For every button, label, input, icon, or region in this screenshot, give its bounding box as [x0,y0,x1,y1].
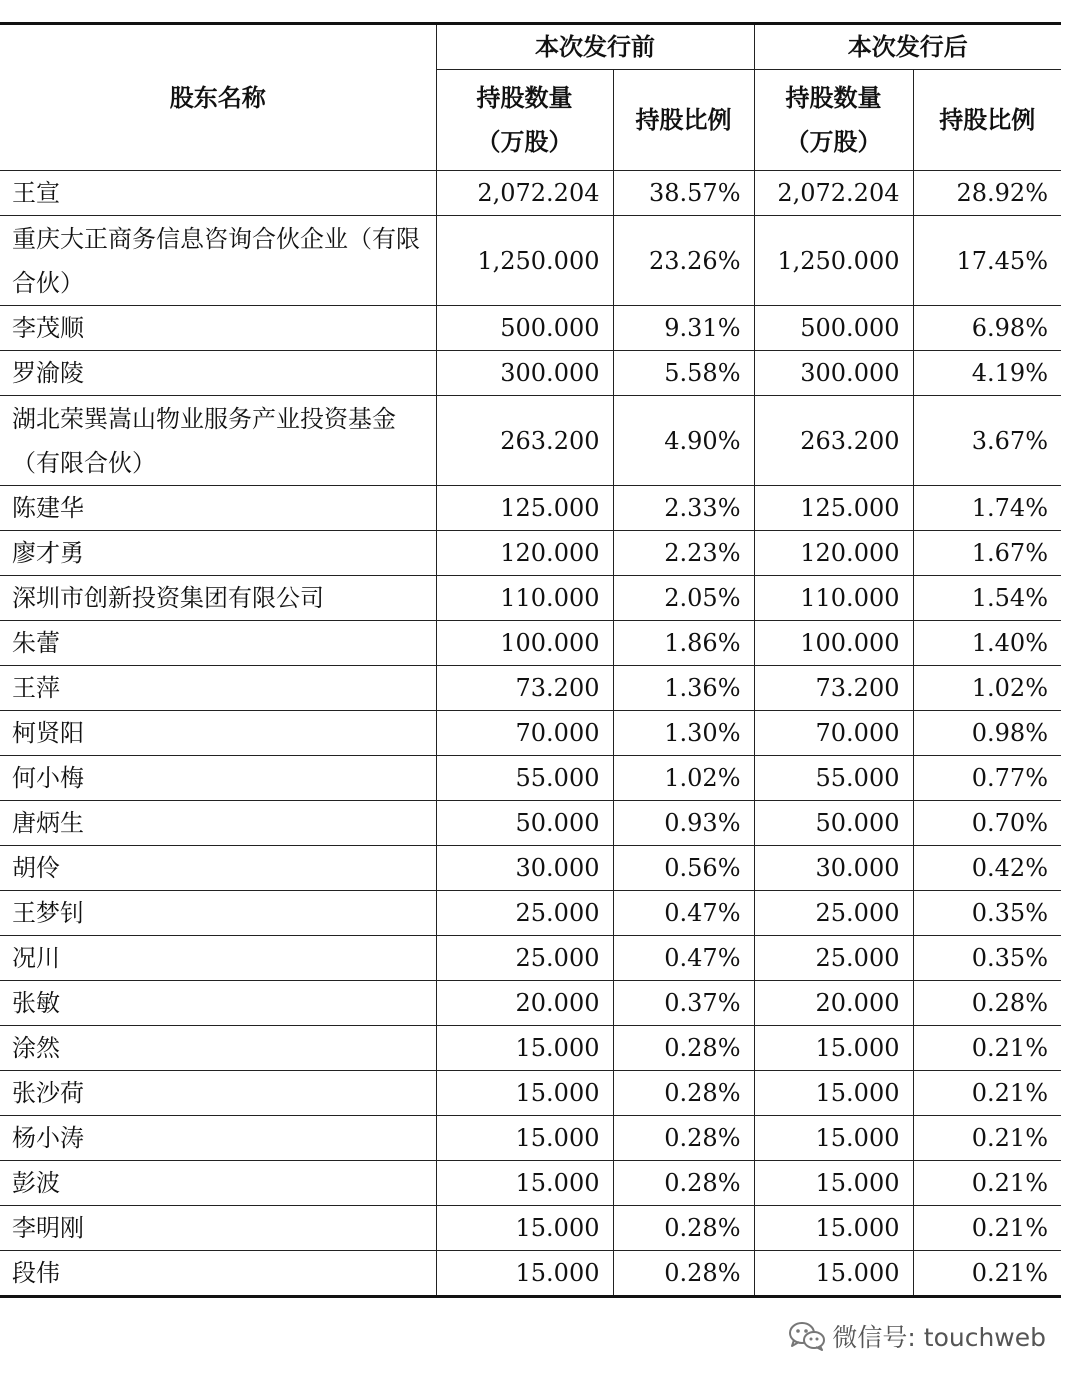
table-row [0,171,1061,216]
before-shares-cell: 263.200 [436,396,613,486]
after-ratio-cell: 0.35% [913,936,1061,981]
table-row [0,936,1061,981]
before-shares-cell: 120.000 [436,531,613,576]
table-row [0,351,1061,396]
shareholder-name-cell: 段伟 [0,1251,436,1297]
before-ratio-cell: 0.56% [613,846,754,891]
after-shares-cell: 15.000 [754,1071,913,1116]
shareholder-name-cell: 柯贤阳 [0,711,436,756]
shareholder-name-cell: 陈建华 [0,486,436,531]
table-row [0,486,1061,531]
before-ratio-cell: 0.28% [613,1206,754,1251]
before-ratio-cell: 2.33% [613,486,754,531]
shareholder-name-cell: 唐炳生 [0,801,436,846]
after-ratio-cell: 6.98% [913,306,1061,351]
after-ratio-cell: 0.28% [913,981,1061,1026]
after-shares-cell: 15.000 [754,1206,913,1251]
before-ratio-cell: 0.28% [613,1161,754,1206]
shareholder-name-cell: 况川 [0,936,436,981]
before-ratio-cell: 2.23% [613,531,754,576]
after-ratio-cell: 17.45% [913,216,1061,306]
before-shares-cell: 15.000 [436,1161,613,1206]
after-shares-cell: 120.000 [754,531,913,576]
shareholder-name-cell: 彭波 [0,1161,436,1206]
shareholder-name-cell: 廖才勇 [0,531,436,576]
shareholding-table [0,22,1061,1298]
after-ratio-cell: 3.67% [913,396,1061,486]
before-ratio-cell: 2.05% [613,576,754,621]
before-ratio-cell: 1.36% [613,666,754,711]
before-shares-cell: 73.200 [436,666,613,711]
table-row [0,531,1061,576]
before-ratio-cell: 0.28% [613,1116,754,1161]
after-shares-cell: 15.000 [754,1251,913,1297]
header-after-ratio: 持股比例 [913,70,1061,171]
table-row [0,621,1061,666]
before-ratio-cell: 0.28% [613,1071,754,1116]
shareholder-name-cell: 张敏 [0,981,436,1026]
before-ratio-cell: 1.30% [613,711,754,756]
before-ratio-cell: 0.28% [613,1026,754,1071]
shareholder-name-cell: 深圳市创新投资集团有限公司 [0,576,436,621]
shareholder-name-cell: 朱蕾 [0,621,436,666]
table-row [0,981,1061,1026]
after-ratio-cell: 0.21% [913,1251,1061,1297]
before-shares-cell: 15.000 [436,1251,613,1297]
shareholder-name-cell: 杨小涛 [0,1116,436,1161]
header-before-shares [436,70,613,171]
table-row [0,756,1061,801]
header-after-issuance: 本次发行后 [754,24,1061,70]
shareholder-name-cell: 涂然 [0,1026,436,1071]
before-shares-cell: 110.000 [436,576,613,621]
before-shares-cell: 300.000 [436,351,613,396]
before-ratio-cell: 0.37% [613,981,754,1026]
after-shares-cell: 50.000 [754,801,913,846]
after-shares-cell: 30.000 [754,846,913,891]
table-row [0,666,1061,711]
after-ratio-cell: 1.54% [913,576,1061,621]
after-ratio-cell: 0.21% [913,1071,1061,1116]
table-row [0,1206,1061,1251]
after-ratio-cell: 0.35% [913,891,1061,936]
before-shares-cell: 50.000 [436,801,613,846]
shareholder-name-cell: 李茂顺 [0,306,436,351]
after-ratio-cell: 0.42% [913,846,1061,891]
after-shares-cell: 20.000 [754,981,913,1026]
before-shares-cell: 55.000 [436,756,613,801]
header-before-issuance: 本次发行前 [436,24,754,70]
table-row [0,891,1061,936]
before-ratio-cell: 0.93% [613,801,754,846]
before-ratio-cell: 1.86% [613,621,754,666]
before-shares-cell: 25.000 [436,891,613,936]
after-ratio-cell: 1.02% [913,666,1061,711]
after-shares-cell: 15.000 [754,1161,913,1206]
before-ratio-cell: 23.26% [613,216,754,306]
table-row [0,396,1061,486]
wechat-watermark [788,1318,1046,1354]
after-shares-cell: 100.000 [754,621,913,666]
table-row [0,846,1061,891]
before-ratio-cell: 0.47% [613,936,754,981]
after-shares-cell: 25.000 [754,936,913,981]
before-shares-cell: 15.000 [436,1071,613,1116]
after-shares-cell: 70.000 [754,711,913,756]
after-ratio-cell: 0.21% [913,1116,1061,1161]
shareholder-name-cell: 王宣 [0,171,436,216]
before-ratio-cell: 0.28% [613,1251,754,1297]
before-ratio-cell: 38.57% [613,171,754,216]
table-row [0,576,1061,621]
header-after-shares [754,70,913,171]
before-shares-cell: 30.000 [436,846,613,891]
after-ratio-cell: 0.70% [913,801,1061,846]
after-ratio-cell: 1.67% [913,531,1061,576]
header-shares-label: 持股数量 [785,83,882,112]
after-ratio-cell: 0.21% [913,1206,1061,1251]
after-shares-cell: 15.000 [754,1116,913,1161]
after-shares-cell: 263.200 [754,396,913,486]
after-shares-cell: 25.000 [754,891,913,936]
table-row [0,801,1061,846]
before-ratio-cell: 5.58% [613,351,754,396]
header-shares-unit: （万股） [785,127,882,156]
shareholder-name-cell: 湖北荣巽嵩山物业服务产业投资基金（有限合伙） [0,396,436,486]
after-ratio-cell: 0.98% [913,711,1061,756]
before-ratio-cell: 0.47% [613,891,754,936]
before-shares-cell: 25.000 [436,936,613,981]
table-row [0,1116,1061,1161]
before-shares-cell: 15.000 [436,1206,613,1251]
after-ratio-cell: 1.74% [913,486,1061,531]
shareholder-name-cell: 王梦钊 [0,891,436,936]
before-shares-cell: 15.000 [436,1026,613,1071]
table-row [0,216,1061,306]
after-shares-cell: 73.200 [754,666,913,711]
before-shares-cell: 15.000 [436,1116,613,1161]
shareholder-name-cell: 胡伶 [0,846,436,891]
before-shares-cell: 2,072.204 [436,171,613,216]
wechat-icon [788,1321,826,1351]
header-shareholder-name: 股东名称 [0,24,436,171]
after-shares-cell: 125.000 [754,486,913,531]
after-shares-cell: 500.000 [754,306,913,351]
table-row [0,711,1061,756]
before-shares-cell: 125.000 [436,486,613,531]
after-ratio-cell: 28.92% [913,171,1061,216]
before-ratio-cell: 4.90% [613,396,754,486]
after-ratio-cell: 4.19% [913,351,1061,396]
after-shares-cell: 110.000 [754,576,913,621]
before-shares-cell: 70.000 [436,711,613,756]
after-shares-cell: 2,072.204 [754,171,913,216]
before-shares-cell: 20.000 [436,981,613,1026]
after-shares-cell: 55.000 [754,756,913,801]
before-ratio-cell: 9.31% [613,306,754,351]
header-shares-label: 持股数量 [476,83,573,112]
after-ratio-cell: 0.21% [913,1161,1061,1206]
after-ratio-cell: 0.21% [913,1026,1061,1071]
table-row [0,306,1061,351]
after-ratio-cell: 0.77% [913,756,1061,801]
after-shares-cell: 1,250.000 [754,216,913,306]
table-row [0,1026,1061,1071]
shareholder-name-cell: 张沙荷 [0,1071,436,1116]
before-shares-cell: 500.000 [436,306,613,351]
table-row [0,1251,1061,1297]
table-row [0,1161,1061,1206]
after-shares-cell: 300.000 [754,351,913,396]
shareholder-name-cell: 重庆大正商务信息咨询合伙企业（有限合伙） [0,216,436,306]
shareholder-name-cell: 何小梅 [0,756,436,801]
watermark-text: 微信号: touchweb [832,1323,1046,1352]
shareholder-name-cell: 李明刚 [0,1206,436,1251]
table-row [0,1071,1061,1116]
before-shares-cell: 100.000 [436,621,613,666]
before-shares-cell: 1,250.000 [436,216,613,306]
shareholder-name-cell: 罗渝陵 [0,351,436,396]
header-shares-unit: （万股） [476,127,573,156]
after-ratio-cell: 1.40% [913,621,1061,666]
after-shares-cell: 15.000 [754,1026,913,1071]
header-before-ratio: 持股比例 [613,70,754,171]
before-ratio-cell: 1.02% [613,756,754,801]
shareholder-name-cell: 王萍 [0,666,436,711]
